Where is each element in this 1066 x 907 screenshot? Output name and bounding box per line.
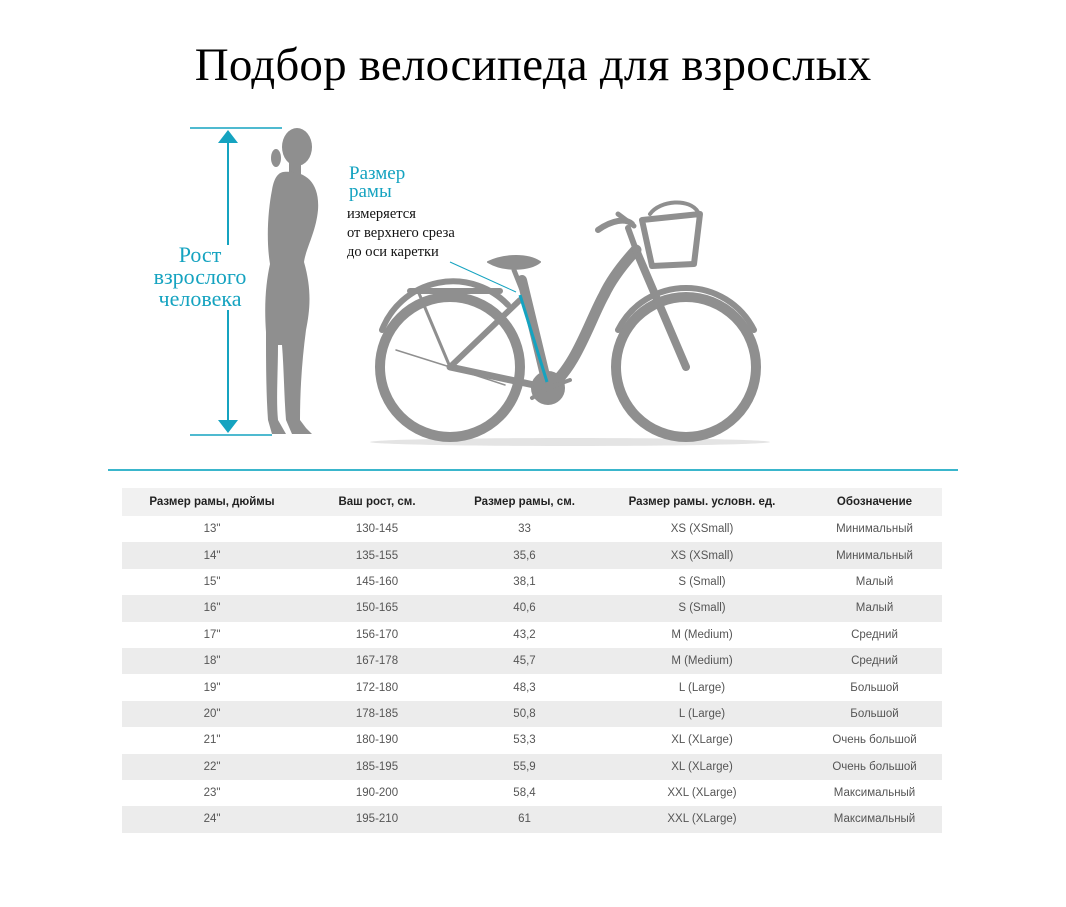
cell-frame-units: L (Large) [597, 701, 807, 727]
cell-frame-units: XS (XSmall) [597, 542, 807, 568]
cell-frame-cm: 61 [452, 806, 597, 832]
cell-frame-units: S (Small) [597, 569, 807, 595]
table-row [122, 674, 942, 700]
section-divider [108, 469, 958, 471]
table-body [122, 516, 942, 833]
cell-designation: Минимальный [807, 516, 942, 542]
cell-frame-cm: 58,4 [452, 780, 597, 806]
cell-designation: Большой [807, 674, 942, 700]
cell-frame-inches: 23" [122, 780, 302, 806]
page-title: Подбор велосипеда для взрослых [194, 39, 872, 91]
cell-frame-inches: 22" [122, 754, 302, 780]
cell-frame-inches: 20" [122, 701, 302, 727]
cell-frame-inches: 16" [122, 595, 302, 621]
table-row [122, 701, 942, 727]
cell-height-cm: 135-155 [302, 542, 452, 568]
cell-frame-units: M (Medium) [597, 648, 807, 674]
cell-frame-units: XXL (XLarge) [597, 806, 807, 832]
cell-frame-inches: 24" [122, 806, 302, 832]
cell-height-cm: 172-180 [302, 674, 452, 700]
cell-frame-cm: 40,6 [452, 595, 597, 621]
cell-height-cm: 145-160 [302, 569, 452, 595]
cell-designation: Максимальный [807, 780, 942, 806]
cell-frame-units: XS (XSmall) [597, 516, 807, 542]
cell-frame-cm: 33 [452, 516, 597, 542]
height-label [130, 244, 270, 310]
size-table [122, 488, 942, 833]
header-frame-units: Размер рамы. условн. ед. [597, 488, 807, 516]
cell-designation: Минимальный [807, 542, 942, 568]
cell-designation: Малый [807, 569, 942, 595]
cell-designation: Малый [807, 595, 942, 621]
cell-height-cm: 190-200 [302, 780, 452, 806]
table-row [122, 542, 942, 568]
cell-frame-units: XL (XLarge) [597, 754, 807, 780]
header-frame-cm: Размер рамы, см. [452, 488, 597, 516]
frame-size-label [349, 165, 405, 201]
table-row [122, 754, 942, 780]
cell-frame-cm: 53,3 [452, 727, 597, 753]
frame-label-line-2: рамы [349, 181, 392, 202]
cell-frame-inches: 18" [122, 648, 302, 674]
cell-frame-cm: 50,8 [452, 701, 597, 727]
cell-height-cm: 130-145 [302, 516, 452, 542]
cell-designation: Средний [807, 622, 942, 648]
cell-height-cm: 178-185 [302, 701, 452, 727]
table-row [122, 806, 942, 832]
cell-frame-inches: 21" [122, 727, 302, 753]
header-designation: Обозначение [807, 488, 942, 516]
cell-height-cm: 156-170 [302, 622, 452, 648]
cell-designation: Максимальный [807, 806, 942, 832]
cell-frame-cm: 43,2 [452, 622, 597, 648]
table-row [122, 569, 942, 595]
cell-frame-inches: 17" [122, 622, 302, 648]
cell-frame-inches: 19" [122, 674, 302, 700]
cell-frame-cm: 48,3 [452, 674, 597, 700]
cell-frame-inches: 13" [122, 516, 302, 542]
table-row [122, 648, 942, 674]
cell-frame-inches: 15" [122, 569, 302, 595]
cell-frame-units: M (Medium) [597, 622, 807, 648]
cell-height-cm: 195-210 [302, 806, 452, 832]
cell-frame-cm: 35,6 [452, 542, 597, 568]
cell-frame-units: XL (XLarge) [597, 727, 807, 753]
cell-designation: Средний [807, 648, 942, 674]
cell-frame-units: XXL (XLarge) [597, 780, 807, 806]
table-row [122, 727, 942, 753]
cell-designation: Большой [807, 701, 942, 727]
table-row [122, 516, 942, 542]
cell-designation: Очень большой [807, 727, 942, 753]
height-label-line-2: взрослого [153, 264, 247, 289]
table-header-row [122, 488, 942, 516]
frame-note-line-2: от верхнего среза [347, 225, 455, 241]
cell-frame-cm: 55,9 [452, 754, 597, 780]
cell-frame-cm: 45,7 [452, 648, 597, 674]
cell-height-cm: 180-190 [302, 727, 452, 753]
cell-frame-units: L (Large) [597, 674, 807, 700]
frame-note-line-1: измеряется [347, 206, 416, 222]
person-silhouette-icon [265, 128, 318, 434]
header-height-cm: Ваш рост, см. [302, 488, 452, 516]
table-row [122, 595, 942, 621]
frame-measure-note [347, 205, 455, 262]
frame-label-line-1: Размер [349, 163, 406, 184]
header-frame-inches: Размер рамы, дюймы [122, 488, 302, 516]
height-label-line-3: человека [158, 286, 242, 311]
cell-height-cm: 150-165 [302, 595, 452, 621]
cell-designation: Очень большой [807, 754, 942, 780]
cell-height-cm: 185-195 [302, 754, 452, 780]
cell-frame-cm: 38,1 [452, 569, 597, 595]
table-row [122, 780, 942, 806]
cell-frame-units: S (Small) [597, 595, 807, 621]
cell-height-cm: 167-178 [302, 648, 452, 674]
table-row [122, 622, 942, 648]
cell-frame-inches: 14" [122, 542, 302, 568]
frame-note-line-3: до оси каретки [347, 244, 439, 260]
height-label-line-1: Рост [178, 242, 222, 267]
